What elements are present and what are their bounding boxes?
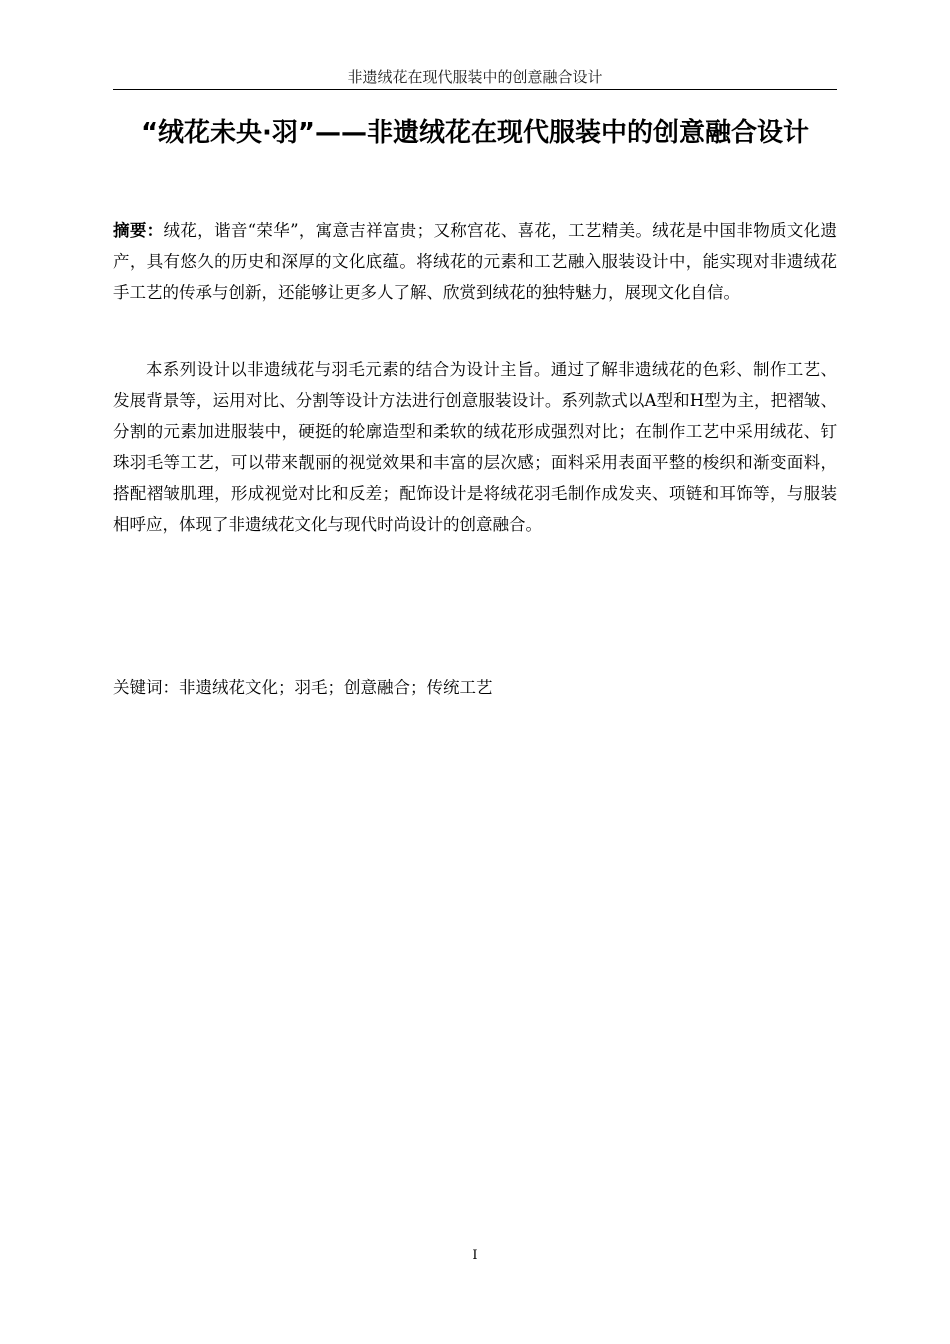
keywords-value: 非遗绒花文化；羽毛；创意融合；传统工艺 — [179, 678, 493, 697]
running-header: 非遗绒花在现代服装中的创意融合设计 — [347, 68, 603, 86]
document-title: “绒花未央·羽”——非遗绒花在现代服装中的创意融合设计 — [140, 118, 810, 148]
abstract-paragraph-2: 本系列设计以非遗绒花与羽毛元素的结合为设计主旨。通过了解非遗绒花的色彩、制作工艺、发展背景等，运用对比、分割等设计方法进行创意服装设计。系列款式以A型和H型为主，把褶皱、分割的元素加进服装中，硬挺的轮廓造型和柔软的绒花形成强烈对比；在制作工艺中采用绒花、钉珠羽毛等工艺，可以带来靓丽的视觉效果和丰富的层次感；面料采用表面平整的梭织和渐变面料，搭配褶皱肌理，形成视觉对比和反差；配饰设计是将绒花羽毛制作成发夹、项链和耳饰等，与服装相呼应，体现了非遗绒花文化与现代时尚设计的创意融合。 — [113, 360, 837, 534]
header-divider — [113, 89, 837, 90]
keywords-line — [113, 672, 837, 703]
abstract-paragraph-1 — [113, 215, 837, 308]
abstract-label: 摘要： — [113, 221, 164, 240]
abstract-paragraph-1-text: 绒花，谐音“荣华”，寓意吉祥富贵；又称宫花、喜花，工艺精美。绒花是中国非物质文化遗产，具有悠久的历史和深厚的文化底蕴。将绒花的元素和工艺融入服装设计中，能实现对非遗绒花手工艺的传承与创新，还能够让更多人了解、欣赏到绒花的独特魅力，展现文化自信。 — [113, 221, 838, 302]
page-number: I — [472, 1248, 478, 1263]
keywords-label: 关键词： — [113, 678, 179, 697]
